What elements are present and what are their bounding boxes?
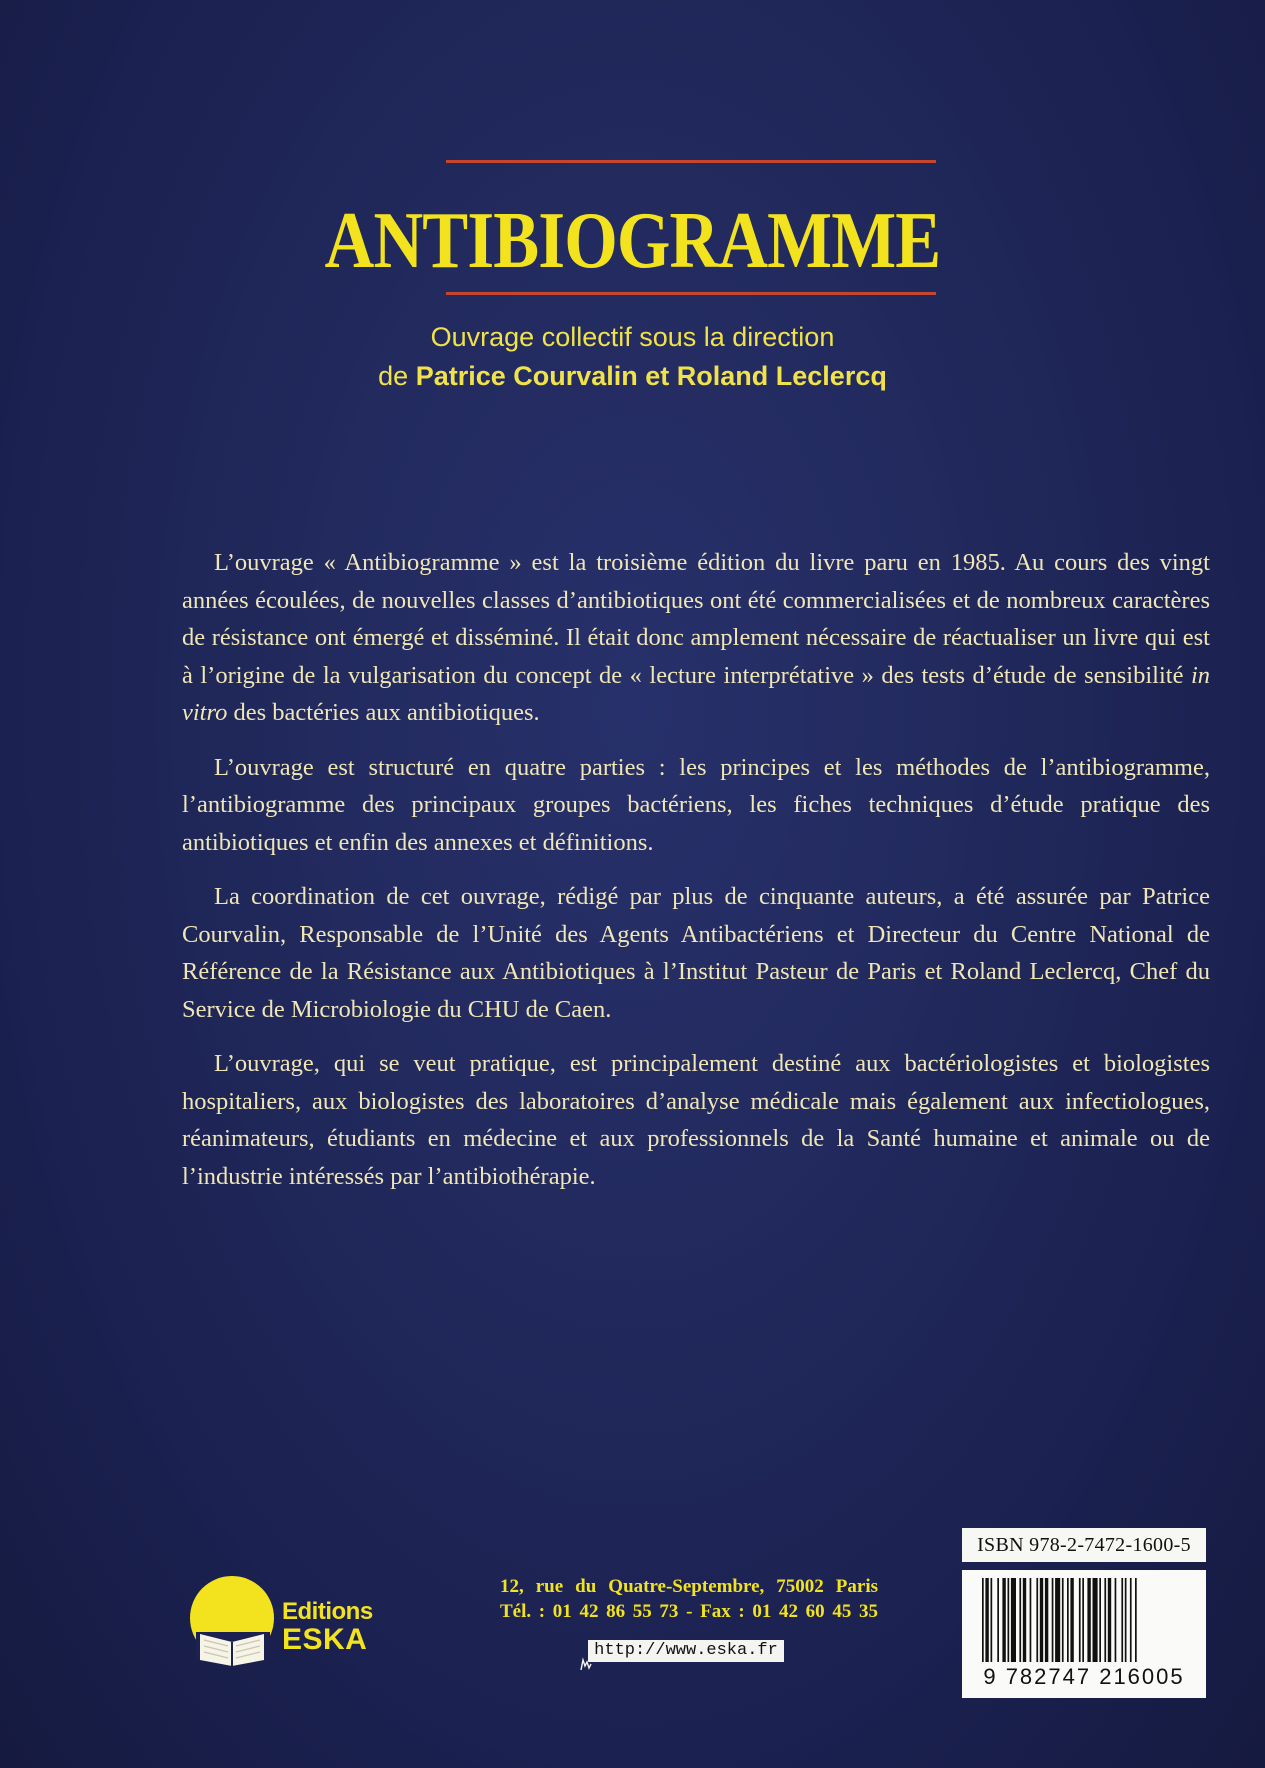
website-url[interactable]: http://www.eska.fr (588, 1640, 784, 1662)
barcode-bar (1011, 1578, 1016, 1662)
barcode-bar (1008, 1578, 1010, 1662)
barcode-bar (1082, 1578, 1084, 1662)
isbn-label: ISBN 978-2-7472-1600-5 (962, 1528, 1206, 1562)
eska-logo-icon (182, 1572, 282, 1672)
blurb-paragraph-4: L’ouvrage, qui se veut pratique, est principalement destiné aux bactériologistes et biologistes hospitaliers, aux biologistes des laboratoires d’analyse médicale mais également aux infectiologues, réanimateurs, étudiants en médecine et aux professionnels de la Santé humaine et animale ou de l’industrie intéressés par l’antibiothérapie. (182, 1050, 1210, 1190)
blurb-paragraph-2: L’ouvrage est structuré en quatre parties : les principes et les méthodes de l’antibiogramme, l’antibiogramme des principaux groupes bactériens, les fiches techniques d’étude pratique des antibiotiques et enfin des annexes et définitions. (182, 753, 1210, 856)
barcode-bar (1070, 1578, 1073, 1662)
book-subtitle (0, 318, 1265, 396)
subtitle-prefix: de (378, 361, 416, 391)
barcode-bar (1135, 1578, 1137, 1662)
blurb-paragraph-1 (182, 544, 1210, 732)
address-line-1: 12, rue du Quatre-Septembre, 75002 Paris (500, 1576, 878, 1597)
address-line-2: Tél. : 01 42 86 55 73 - Fax : 01 42 60 45 35 (500, 1601, 878, 1622)
barcode-bar (1130, 1578, 1132, 1662)
barcode-bar (1055, 1578, 1060, 1662)
blurb-text (182, 544, 1210, 1212)
publisher-name-line2: ESKA (282, 1623, 368, 1656)
barcode-bar (1062, 1578, 1064, 1662)
barcode-bar (991, 1578, 993, 1662)
barcode-bar (1099, 1578, 1101, 1662)
barcode-bar (1023, 1578, 1026, 1662)
barcode-bar (1036, 1578, 1038, 1662)
barcode-bar (1002, 1578, 1005, 1662)
publisher-name-line1: Editions (282, 1598, 373, 1625)
blurb-p1-italic: in vitro (182, 661, 1210, 726)
cursor-hand-icon (578, 1656, 594, 1672)
barcode-bar (982, 1578, 984, 1662)
barcode-bar (985, 1578, 988, 1662)
publisher-address (500, 1574, 878, 1624)
blurb-p1-part-a: L’ouvrage « Antibiogramme » est la troisième édition du livre paru en 1985. Au cours des vingt années écoulées, de nouvelles classes d’antibiotiques ont été commercialisées et de nombreux caractères de résistance ont émergé et disséminé. Il était donc amplement nécessaire de réactualiser un livre qui est à l’origine de la vulgarisation du concept de « lecture interprétative » des tests d’étude de sensibilité (182, 549, 1210, 689)
barcode-bar (1115, 1578, 1117, 1662)
barcode-bar (1030, 1578, 1032, 1662)
barcode-bar (1087, 1578, 1090, 1662)
barcode-bar (1040, 1578, 1043, 1662)
barcode-bar (1045, 1578, 1048, 1662)
barcode-digits: 9 782747 216005 (983, 1664, 1185, 1689)
subtitle-line1: Ouvrage collectif sous la direction (430, 322, 835, 352)
barcode-bar (1067, 1578, 1069, 1662)
subtitle-editors: Patrice Courvalin et Roland Leclercq (415, 361, 887, 391)
book-title: ANTIBIOGRAMME (324, 197, 941, 285)
blurb-p1-part-b: des bactéries aux antibiotiques. (227, 699, 540, 726)
blurb-paragraph-3: La coordination de cet ouvrage, rédigé par plus de cinquante auteurs, a été assurée par Patrice Courvalin, Responsable de l’Unité des Agents Antibactériens et Directeur du Centre National de Référence de la Résistance aux Antibiotiques à l’Institut Pasteur de Paris et Roland Leclercq, Chef du Service de Microbiologie du CHU de Caen. (182, 883, 1210, 1023)
barcode-bar (997, 1578, 999, 1662)
barcode-bar (1108, 1578, 1111, 1662)
barcode-bar (1125, 1578, 1127, 1662)
publisher-name (282, 1598, 373, 1654)
barcode-bar (1121, 1578, 1123, 1662)
title-rule-top (446, 160, 936, 163)
barcode-bar (1019, 1578, 1021, 1662)
barcode-bar (1052, 1578, 1054, 1662)
barcode-bars-icon (982, 1578, 1186, 1662)
title-rule-bottom (446, 292, 936, 295)
barcode-bar (1093, 1578, 1098, 1662)
barcode (962, 1570, 1206, 1698)
barcode-bar (1104, 1578, 1106, 1662)
barcode-bar (1079, 1578, 1081, 1662)
